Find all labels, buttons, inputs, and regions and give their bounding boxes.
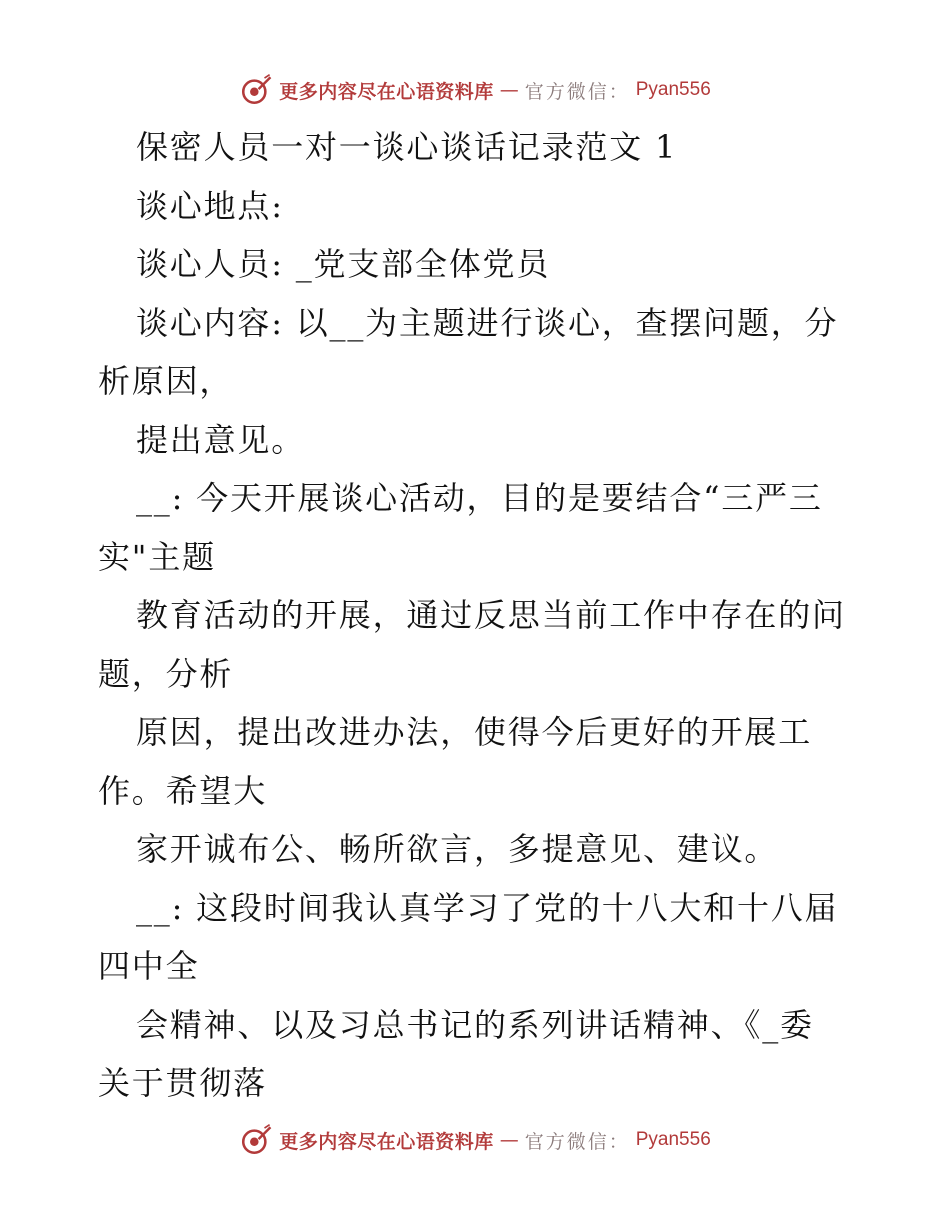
pen-logo-icon (239, 73, 273, 107)
banner-dash: — (499, 79, 519, 101)
doc-line: 实"主题 (98, 537, 216, 576)
doc-title: 保密人员一对一谈心谈话记录范文 1 (136, 128, 678, 166)
doc-line: 四中全 (98, 947, 200, 985)
doc-line: 谈心内容: 以__为主题进行谈心，查摆问题，分 (136, 303, 839, 342)
banner-slogan: 更多内容尽在心语资料库 (279, 80, 494, 103)
banner-slogan: 更多内容尽在心语资料库 (279, 1130, 494, 1153)
doc-line: 题，分析 (98, 654, 234, 693)
footer-banner (0, 1120, 950, 1160)
banner-dash: — (499, 1129, 519, 1151)
banner-wechat-id: Pyan556 (635, 1129, 711, 1150)
doc-line: 原因，提出改进办法，使得今后更好的开展工 (136, 713, 813, 751)
doc-line: 会精神、以及习总书记的系列讲话精神、《_委 (136, 1005, 814, 1044)
doc-line: 提出意见。 (136, 420, 306, 459)
doc-line: 析原因， (98, 362, 234, 400)
header-banner (0, 70, 950, 110)
doc-line: __: 这段时间我认真学习了党的十八大和十八届 (136, 888, 839, 927)
doc-line: 谈心人员: _党支部全体党员 (136, 245, 551, 283)
doc-line: 家开诚布公、畅所欲言，多提意见、建议。 (136, 830, 779, 868)
banner-wechat-label: 官方微信： (524, 1130, 630, 1153)
banner-wechat-label: 官方微信： (524, 80, 630, 103)
document-body (98, 118, 858, 1113)
doc-line: __: 今天开展谈心活动，目的是要结合“三严三 (136, 479, 823, 517)
doc-line: 谈心地点: (136, 186, 284, 225)
doc-line: 关于贯彻落 (98, 1064, 268, 1102)
pen-logo-icon (239, 1123, 273, 1157)
banner-wechat-id: Pyan556 (635, 79, 711, 100)
doc-line: 教育活动的开展，通过反思当前工作中存在的问 (136, 596, 846, 634)
doc-line: 作。希望大 (98, 771, 268, 810)
